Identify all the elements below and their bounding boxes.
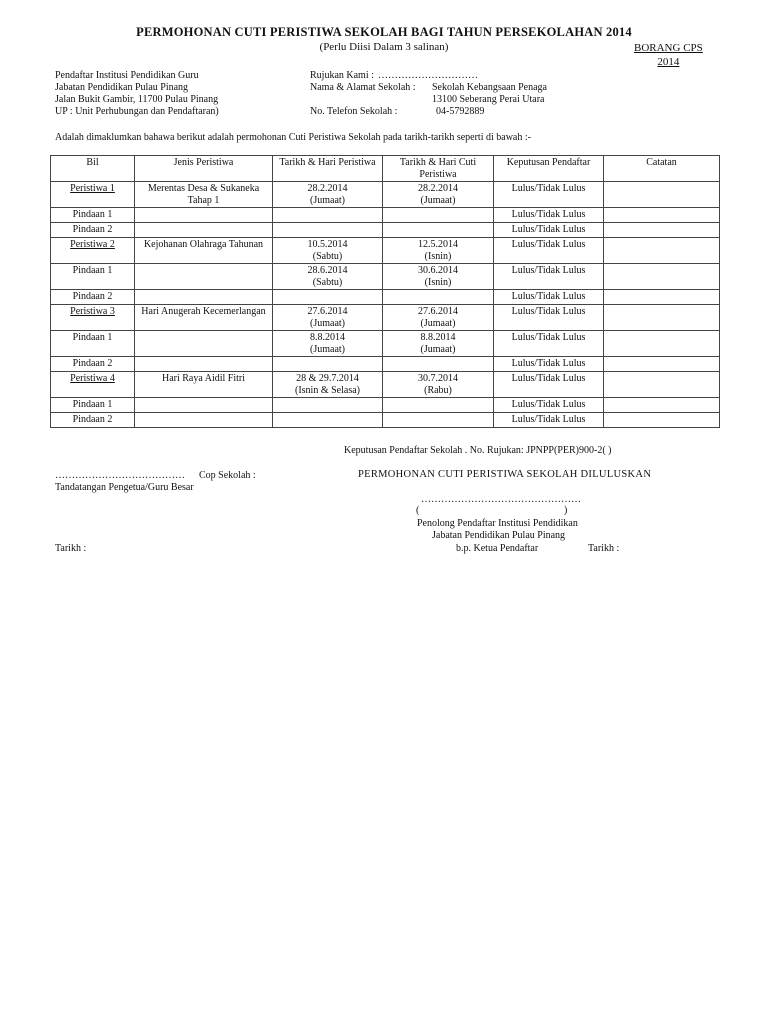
table-row: [51, 208, 720, 223]
rujukan-label: Rujukan Kami :: [310, 70, 374, 81]
cell-jenis-peristiwa: [135, 398, 273, 413]
intro-text: Adalah dimaklumkan bahawa berikut adalah permohonan Cuti Peristiwa Sekolah pada tarikh-tarikh seperti di bawah :-: [55, 132, 531, 143]
header-tarikh-peristiwa: Tarikh & Hari Peristiwa: [273, 156, 383, 182]
cell-tarikh-peristiwa: [273, 223, 383, 238]
alamat-sekolah-value: 13100 Seberang Perai Utara: [432, 94, 545, 105]
cell-bil: Pindaan 2: [51, 357, 135, 372]
table-row: [51, 238, 720, 264]
officer-title-line1: Penolong Pendaftar Institusi Pendidikan: [417, 518, 578, 529]
signature-label: Tandatangan Pengetua/Guru Besar: [55, 482, 194, 493]
cell-tarikh-peristiwa: 10.5.2014 (Sabtu): [273, 238, 383, 264]
officer-title-line2: Jabatan Pendidikan Pulau Pinang: [432, 530, 566, 541]
form-code: [634, 42, 703, 70]
header-catatan: Catatan: [604, 156, 720, 182]
recipient-line4: UP : Unit Perhubungan dan Pendaftaran): [55, 106, 219, 117]
cell-catatan: [604, 182, 720, 208]
cell-jenis-peristiwa: [135, 264, 273, 290]
table-row: [51, 223, 720, 238]
cell-keputusan: Lulus/Tidak Lulus: [494, 331, 604, 357]
cell-jenis-peristiwa: Hari Anugerah Kecemerlangan: [135, 305, 273, 331]
table-row: [51, 264, 720, 290]
telefon-value: 04-5792889: [436, 106, 485, 117]
cell-tarikh-cuti: [383, 357, 494, 372]
cell-jenis-peristiwa: [135, 413, 273, 428]
tarikh-right: Tarikh :: [588, 543, 620, 554]
officer-bracket-close: ): [564, 505, 568, 516]
cell-catatan: [604, 357, 720, 372]
cell-jenis-peristiwa: [135, 357, 273, 372]
cell-keputusan: Lulus/Tidak Lulus: [494, 290, 604, 305]
cell-jenis-peristiwa: Hari Raya Aidil Fitri: [135, 372, 273, 398]
cell-keputusan: Lulus/Tidak Lulus: [494, 182, 604, 208]
recipient-line3: Jalan Bukit Gambir, 11700 Pulau Pinang: [55, 94, 219, 105]
cell-catatan: [604, 413, 720, 428]
peristiwa-table: [50, 155, 720, 428]
cell-tarikh-cuti: 30.7.2014 (Rabu): [383, 372, 494, 398]
cell-catatan: [604, 264, 720, 290]
cell-jenis-peristiwa: [135, 208, 273, 223]
nama-sekolah-value: Sekolah Kebangsaan Penaga: [432, 82, 547, 93]
cell-bil: Peristiwa 3: [51, 305, 135, 331]
cell-keputusan: Lulus/Tidak Lulus: [494, 238, 604, 264]
cell-catatan: [604, 305, 720, 331]
table-row: [51, 357, 720, 372]
cell-bil: Pindaan 2: [51, 223, 135, 238]
document-title: PERMOHONAN CUTI PERISTIWA SEKOLAH BAGI TAHUN PERSEKOLAHAN 2014: [136, 25, 632, 39]
rujukan-value: …………………………: [378, 70, 478, 81]
cell-tarikh-cuti: 12.5.2014 (Isnin): [383, 238, 494, 264]
cell-catatan: [604, 372, 720, 398]
signature-dots: …………………………………: [55, 470, 185, 481]
header-jenis-peristiwa: Jenis Peristiwa: [135, 156, 273, 182]
cell-bil: Pindaan 1: [51, 398, 135, 413]
officer-signature-dots: …………………………………………: [421, 494, 581, 505]
cell-tarikh-peristiwa: 8.8.2014 (Jumaat): [273, 331, 383, 357]
cell-catatan: [604, 290, 720, 305]
cell-tarikh-peristiwa: 28.2.2014 (Jumaat): [273, 182, 383, 208]
cell-tarikh-cuti: [383, 223, 494, 238]
cell-jenis-peristiwa: [135, 331, 273, 357]
cell-tarikh-peristiwa: [273, 208, 383, 223]
table-row: [51, 331, 720, 357]
cell-catatan: [604, 398, 720, 413]
cell-bil: Pindaan 1: [51, 264, 135, 290]
cell-keputusan: Lulus/Tidak Lulus: [494, 264, 604, 290]
table-row: [51, 372, 720, 398]
cell-tarikh-cuti: [383, 398, 494, 413]
cell-tarikh-cuti: [383, 290, 494, 305]
cell-keputusan: Lulus/Tidak Lulus: [494, 398, 604, 413]
telefon-label: No. Telefon Sekolah :: [310, 106, 398, 117]
table-header-row: [51, 156, 720, 182]
cell-bil: Peristiwa 1: [51, 182, 135, 208]
cell-jenis-peristiwa: [135, 223, 273, 238]
recipient-line2: Jabatan Pendidikan Pulau Pinang: [55, 82, 189, 93]
table-row: [51, 413, 720, 428]
cell-catatan: [604, 208, 720, 223]
cell-bil: Pindaan 1: [51, 331, 135, 357]
cell-bil: Pindaan 2: [51, 413, 135, 428]
table-row: [51, 305, 720, 331]
cell-catatan: [604, 223, 720, 238]
form-code-line2: 2014: [657, 55, 680, 68]
cell-keputusan: Lulus/Tidak Lulus: [494, 223, 604, 238]
cell-tarikh-cuti: 30.6.2014 (Isnin): [383, 264, 494, 290]
cell-tarikh-peristiwa: 27.6.2014 (Jumaat): [273, 305, 383, 331]
officer-bracket-open: (: [416, 505, 420, 516]
document-subtitle: (Perlu Diisi Dalam 3 salinan): [319, 41, 449, 53]
cell-bil: Peristiwa 2: [51, 238, 135, 264]
cell-tarikh-peristiwa: [273, 413, 383, 428]
cell-tarikh-peristiwa: 28 & 29.7.2014 (Isnin & Selasa): [273, 372, 383, 398]
cell-tarikh-cuti: [383, 208, 494, 223]
cell-keputusan: Lulus/Tidak Lulus: [494, 305, 604, 331]
cell-jenis-peristiwa: Kejohanan Olahraga Tahunan: [135, 238, 273, 264]
cell-tarikh-peristiwa: [273, 398, 383, 413]
cell-bil: Peristiwa 4: [51, 372, 135, 398]
approved-text: PERMOHONAN CUTI PERISTIWA SEKOLAH DILULUSKAN: [358, 469, 652, 480]
header-keputusan: Keputusan Pendaftar: [494, 156, 604, 182]
tarikh-left: Tarikh :: [55, 543, 87, 554]
cell-keputusan: Lulus/Tidak Lulus: [494, 208, 604, 223]
cell-tarikh-peristiwa: [273, 357, 383, 372]
cell-keputusan: Lulus/Tidak Lulus: [494, 357, 604, 372]
cell-bil: Pindaan 2: [51, 290, 135, 305]
cell-keputusan: Lulus/Tidak Lulus: [494, 372, 604, 398]
header-tarikh-cuti: Tarikh & Hari Cuti Peristiwa: [383, 156, 494, 182]
table-row: [51, 182, 720, 208]
nama-sekolah-label: Nama & Alamat Sekolah :: [310, 82, 416, 93]
cell-keputusan: Lulus/Tidak Lulus: [494, 413, 604, 428]
cell-tarikh-cuti: 28.2.2014 (Jumaat): [383, 182, 494, 208]
cell-catatan: [604, 331, 720, 357]
keputusan-line: Keputusan Pendaftar Sekolah . No. Rujukan: JPNPP(PER)900-2( ): [344, 445, 612, 456]
cop-sekolah-label: Cop Sekolah :: [199, 470, 256, 481]
cell-jenis-peristiwa: Merentas Desa & Sukaneka Tahap 1: [135, 182, 273, 208]
cell-bil: Pindaan 1: [51, 208, 135, 223]
cell-catatan: [604, 238, 720, 264]
cell-tarikh-cuti: [383, 413, 494, 428]
cell-jenis-peristiwa: [135, 290, 273, 305]
cell-tarikh-peristiwa: 28.6.2014 (Sabtu): [273, 264, 383, 290]
recipient-line1: Pendaftar Institusi Pendidikan Guru: [55, 70, 199, 81]
cell-tarikh-peristiwa: [273, 290, 383, 305]
table-row: [51, 290, 720, 305]
table-row: [51, 398, 720, 413]
header-bil: Bil: [51, 156, 135, 182]
form-code-line1: BORANG CPS: [634, 42, 703, 54]
officer-title-line3: b.p. Ketua Pendaftar: [456, 543, 539, 554]
cell-tarikh-cuti: 8.8.2014 (Jumaat): [383, 331, 494, 357]
cell-tarikh-cuti: 27.6.2014 (Jumaat): [383, 305, 494, 331]
